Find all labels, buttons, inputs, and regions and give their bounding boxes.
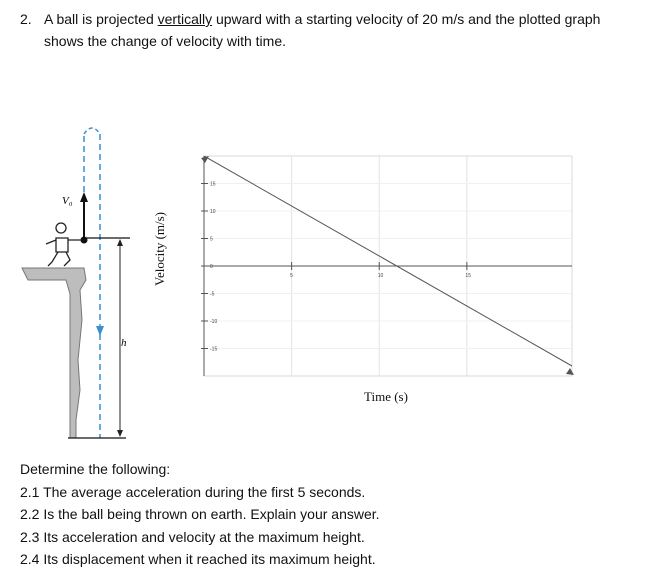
task-intro: Determine the following: — [20, 461, 171, 477]
x-tick-label: 15 — [465, 273, 471, 279]
question-number: 2. — [20, 11, 32, 27]
x-tick-label: 10 — [377, 273, 384, 279]
v0-label: V₀ — [62, 195, 73, 207]
y-axis-label: Velocity (m/s) — [152, 211, 167, 286]
y-tick-label: 0 — [210, 264, 213, 270]
y-tick-label: 15 — [210, 181, 216, 188]
task-item: 2.3 Its acceleration and velocity at the maximum height. — [20, 528, 365, 545]
task-list — [20, 458, 380, 571]
person-figure — [46, 223, 82, 266]
underlined-word: vertically — [157, 11, 213, 27]
task-item: 2.1 The average acceleration during the first 5 seconds. — [20, 483, 366, 500]
trajectory-down-arrow — [96, 326, 104, 336]
y-tick-label: -15 — [210, 346, 218, 353]
y-tick-label: -10 — [210, 319, 218, 325]
y-tick-label: 10 — [210, 209, 216, 215]
cliff-illustration — [20, 120, 150, 450]
v0-arrowhead — [80, 192, 88, 202]
trajectory-top — [84, 128, 100, 134]
question-line-2: shows the change of velocity with time. — [44, 33, 287, 49]
cliff — [22, 268, 86, 438]
x-axis-label: Time (s) — [364, 389, 408, 404]
question-line-1: A ball is projected vertically upward with a starting velocity of 20 m/s and the plotted graph — [44, 11, 601, 27]
velocity-time-graph — [160, 150, 580, 385]
h-label: h — [121, 337, 127, 349]
y-tick-label: 5 — [210, 236, 213, 243]
y-tick-label: -5 — [210, 291, 215, 298]
task-item: 2.4 Its displacement when it reached its maximum height. — [20, 551, 376, 567]
x-tick-label: 5 — [290, 273, 293, 279]
task-item: 2.2 Is the ball being thrown on earth. Explain your answer. — [20, 506, 380, 522]
